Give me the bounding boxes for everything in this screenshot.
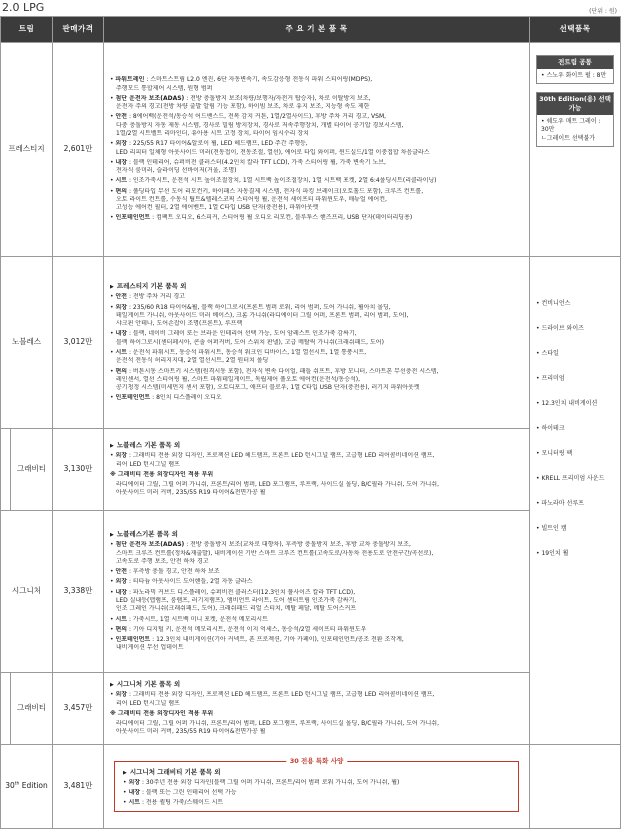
page-title: 2.0 LPG [2, 1, 45, 14]
feature-item: • 첨단 운전자 보조(ADAS) : 전방 충돌방지 보조(차량/보행자/자전거 탑승자), 차로 이탈방지 보조, 운전자 주의 경고(전방 차량 출발 알림 기능 포함), 하이빔 보조, 차로 유지 보조, 지능형 속도 제한 [110, 94, 371, 111]
feature-list [104, 257, 530, 429]
feature-item: • 외장 : 티타늄 아웃사이드 도어핸들, 2열 자동 글라스 [110, 578, 253, 586]
option-list [536, 291, 620, 566]
special-label: 30 전용 특화 사양 [286, 757, 348, 766]
row-noblesse [1, 257, 621, 429]
options-cell [530, 745, 621, 829]
feature-item: ※ 그래비티 전용 외장디자인 적용 부위 [110, 470, 214, 478]
option-item: • 파노라마 선루프 [536, 500, 584, 507]
feature-item: • 내장 : 파노라믹 커브드 디스플레이, 슈퍼비전 클러스터(12.3인치 풀사이즈 칼라 TFT LCD), LED 실내등(맵램프, 룸램프, 러기지램프), 앰비언트 라이트, 도어 센터트림 인조가죽 감싸기, 인조 그레인 가니쉬(크래쉬패드, 도어), 크래쉬패드 리얼 스티치, 메탈 페달, 메탈 도어스커프 [110, 588, 357, 613]
feature-item: • 내장 : 블랙 인테리어, 슈퍼비전 클러스터(4.2인치 칼라 TFT LCD), 가죽 스티어링 휠, 가죽 변속기 노브, 전자식 룸미러, 슬라이딩 선바이저(거울, 조명) [110, 158, 386, 175]
option-item: • 빌트인 캠 [536, 525, 567, 532]
feature-category: 안전 [115, 293, 128, 301]
feature-item: • 안전 : 전방 주차 거리 경고 [110, 293, 185, 301]
trim-price: 3,457만 [53, 673, 104, 745]
option-item: • 모니터링 팩 [536, 450, 573, 457]
feature-item: • 파워트레인 : 스마트스트림 L2.0 엔진, 6단 자동변속기, 속도감응형 전동식 파워 스티어링(MDPS), 주행모드 통합제어 시스템, 원형 범퍼 [110, 76, 373, 92]
feature-item: • 시트 : 운전석 파워시트, 동승석 파워시트, 동승석 워크인 디바이스, 1열 열선시트, 1열 통풍시트, 운전석 전동식 허리지지대, 2열 열선시트, 2열 원터치 폴딩 [110, 348, 367, 365]
feature-category: 시트 [128, 799, 141, 807]
feature-item: • 편의 : 풀딩타입 무선 도어 리모컨키, 하이패스 자동결제 시스템, 전자식 파킹 브레이크(오토홀드 포함), 크루즈 컨트롤, 오토 라이트 컨트롤, 수동식 틸트&텔레스코픽 스티어링 휠, 운전석 세이프티 파워윈도우, 매뉴얼 에어컨, 고성능 에어컨 필터, 2열 에어벤트, 1열 C타입 USB 단자(충전용), 파워아웃렛 [110, 187, 424, 212]
special-edition-box [114, 756, 519, 813]
box-title: 30th Edition(용) 선택가능 [537, 93, 613, 115]
trim-name: 노블레스 [1, 257, 53, 429]
feature-item: • 내장 : 블랙 또는 그린 인테리어 선택 가능 [123, 788, 237, 796]
color-option-box [536, 55, 614, 84]
feature-item: • 인포테인먼트 : 8인치 디스플레이 오디오 [110, 394, 222, 402]
feature-category: 내장 [115, 158, 128, 166]
feature-item: • 편의 : 기아 디지털 키, 운전석 메모리시트, 운전석 이지 억세스, 동승석/2열 세이프티 파워윈도우 [110, 625, 367, 633]
feature-category: 첨단 운전자 보조(ADAS) [115, 541, 185, 549]
row-30th-edition [1, 745, 621, 829]
feature-category: 편의 [115, 187, 128, 195]
section-heading: ▶ 시그니처 그래비티 기본 품목 외 [123, 768, 510, 777]
trim-name: 그래비티 [11, 429, 53, 511]
feature-category: 외장 [115, 140, 128, 148]
feature-category: 안전 [115, 568, 128, 576]
feature-cell [104, 745, 530, 829]
feature-item: • 인포테인먼트 : 컴팩트 오디오, 6스피커, 스티어링 휠 오디오 리모컨, 블루투스 핸즈프리, USB 단자(데이터리딩용) [110, 214, 413, 222]
feature-item: 라디에이터 그릴, 그릴 어퍼 가니쉬, 프론트/리어 범퍼, LED 포그램프, 루프랙, 사이드실 몰딩, B/C필라 가니쉬, 도어 가니쉬, 아웃사이드 미러 커버, 235/55 R19 타이어&전면가공 휠 [116, 481, 439, 497]
feature-list [123, 768, 510, 808]
feature-item: • 내장 : 블랙, 네이비 그레이 또는 브라운 인테리어 선택 가능, 도어 암레스트 인조가죽 감싸기, 블랙 하이그로시(센터페시아, 콘솔 어퍼커버, 도어 스위치 판넬), 고급 메탈릭 가니쉬(크래쉬패드, 도어) [110, 330, 384, 346]
header-trim: 트림 [1, 17, 53, 43]
options-cell [530, 43, 621, 257]
indent-cell [1, 673, 11, 745]
option-item: • KRELL 프리미엄 사운드 [536, 475, 605, 482]
feature-category: 외장 [128, 778, 141, 786]
feature-category: 외장 [115, 578, 128, 586]
feature-item: • 안전 : 후측방 충돌 경고, 안전 하차 보조 [110, 568, 220, 576]
feature-category: 시트 [115, 615, 128, 623]
option-item: • 스타일 [536, 350, 559, 357]
option-item: • 12.3인치 내비게이션 [536, 400, 598, 407]
header-price: 판매가격 [53, 17, 104, 43]
feature-item: ※ 그래비티 전용 외장디자인 적용 부위 [110, 709, 214, 717]
trim-name: 그래비티 [11, 673, 53, 745]
feature-item: • 외장 : 235/60 R18 타이어&휠, 블랙 하이그로시(프론트 범퍼 로워, 리어 범퍼, 도어 가니쉬, 휠아치 몰딩, 테일게이트 가니쉬, 아웃사이드 미러 베이스), 크롬 가니쉬(라디에이터 그릴 어퍼, 프론트 범퍼, 리어 범퍼, 도어), 샤크핀 안테나, 도어손잡이 조명(프론트), 루프랙 [110, 303, 409, 328]
feature-item: • 외장 : 225/55 R17 타이어&알로이 휠, LED 헤드램프, LED 주간 주행등, LED 리피터 일체형 아웃사이드 미러(전동접이, 전동조절, 열선), 에어로 타입 와이퍼, 윈드실드/1열 이중접합 차음글라스 [110, 140, 430, 156]
feature-category: 파워트레인 [115, 76, 145, 84]
price-table [0, 16, 621, 829]
feature-category: 외장 [115, 303, 128, 311]
feature-item: • 시트 : 전용 퀼팅 가죽/스웨이드 시트 [123, 799, 224, 807]
feature-item: • 외장 : 그래비티 전용 외장 디자인, 프로젝션 LED 헤드램프, 프론트 LED 턴시그널 램프, 고급형 LED 리어콤비네이션 램프, 리어 LED 턴시그널 램프 [110, 452, 435, 468]
section-heading: ▶ 프레스티지 기본 품목 외 [110, 282, 523, 291]
feature-item: 라디에이터 그릴, 그릴 어퍼 가니쉬, 프론트/리어 범퍼, LED 포그램프, 루프랙, 사이드실 몰딩, B/C필라 가니쉬, 도어 가니쉬, 아웃사이드 미러 커버, 235/55 R19 타이어&전면가공 휠 [116, 720, 439, 736]
box-line: • 스노우 화이트 펄 : 8만 [541, 71, 607, 79]
table-header [1, 17, 621, 43]
unit-label: (단위 : 원) [589, 8, 617, 15]
trim-name: 30th Edition [1, 745, 53, 829]
trim-price: 2,601만 [53, 43, 104, 257]
feature-item: • 외장 : 그래비티 전용 외장 디자인, 프로젝션 LED 헤드램프, 프론트 LED 턴시그널 램프, 고급형 LED 리어콤비네이션 램프, 리어 LED 턴시그널 램프 [110, 691, 435, 707]
feature-category: 인포테인먼트 [115, 394, 151, 402]
options-cell [530, 257, 621, 745]
feature-category: 외장 [115, 691, 128, 699]
trim-name: 시그니처 [1, 511, 53, 673]
feature-list [104, 511, 530, 673]
row-prestige [1, 43, 621, 257]
feature-item: • 인포테인먼트 : 12.3인치 내비게이션(기아 커넥트, 폰 프로젝션, 기아 카페이), 인포테인먼트/공조 전환 조작계, 내비게이션 무선 업데이트 [110, 636, 404, 652]
trim-price: 3,130만 [53, 429, 104, 511]
indent-cell [1, 429, 11, 511]
section-heading: ▶ 노블레스 기본 품목 외 [110, 441, 523, 450]
feature-item: • 첨단 운전자 보조(ADAS) : 전방 충돌방지 보조(교차로 대향차), 후측방 충돌방지 보조, 후방 교차 충돌방지 보조, 스마트 크루즈 컨트롤(정차&재출발), 내비게이션 기반 스마트 크루즈 컨트롤(고속도로/자동차 전용도로 안전구간/곡선로), 고속도로 주행 보조, 안전 하차 경고 [110, 541, 434, 565]
feature-category: 안전 [115, 113, 128, 121]
feature-category: 내장 [115, 588, 128, 596]
feature-category: 내장 [128, 788, 141, 796]
trim-price: 3,012만 [53, 257, 104, 429]
option-item: • 프리미엄 [536, 375, 565, 382]
box-title: 전트림 공통 [537, 56, 613, 69]
feature-category: 첨단 운전자 보조(ADAS) [115, 94, 185, 102]
box-line: • 쉐도우 매트 그레이 : 30만 [541, 118, 601, 134]
option-item: • 컨비니언스 [536, 300, 571, 307]
feature-category: 편의 [115, 367, 128, 375]
row-gravity [1, 429, 621, 511]
section-heading: ▶ 노블레스기본 품목 외 [110, 530, 523, 539]
feature-category: 편의 [115, 625, 128, 633]
section-heading: ▶ 시그니처 기본 품목 외 [110, 680, 523, 689]
feature-category: 내장 [115, 330, 128, 338]
feature-category: 시트 [115, 177, 128, 185]
trim-name: 프레스티지 [1, 43, 53, 257]
option-item: • 19인치 휠 [536, 550, 569, 557]
trim-price: 3,481만 [53, 745, 104, 829]
feature-item: • 시트 : 인조가죽시트, 운전석 시트 높이조절장치, 1열 시트백 높이조절장치, 1열 시트백 포켓, 2열 6:4폴딩시트(리클라이닝) [110, 177, 437, 185]
row-signature-gravity [1, 673, 621, 745]
feature-item: • 안전 : 8에어백(운전석/동승석 어드밴스드, 전복 감지 커튼, 1열/2열사이드), 후방 주차 거리 경고, VSM, 다중 충돌방지 자동 제동 시스템, 경사로 밀림 방지장치, 경사로 저속주행장치, 개별 타이어 공기압 경보시스템, 1열/2열 시트벨트 리마인더, 유아용 시트 고정 장치, 타이어 임시수리 장치 [110, 113, 404, 137]
feature-category: 시트 [115, 348, 128, 356]
edition-option-box [536, 92, 614, 147]
feature-list [104, 673, 530, 745]
feature-category: 인포테인먼트 [115, 214, 151, 222]
row-signature [1, 511, 621, 673]
feature-item: • 시트 : 가죽시트, 1열 시트백 미니 포켓, 운전석 메모리시트 [110, 615, 268, 623]
feature-list [104, 429, 530, 511]
feature-list [104, 43, 530, 257]
header-options: 선택품목 [530, 17, 621, 43]
box-line: ㄴ그레이트 선택불가 [541, 134, 596, 142]
feature-category: 인포테인먼트 [115, 636, 151, 644]
feature-item: • 편의 : 버튼시동 스마트키 시스템(원격시동 포함), 전자식 변속 다이얼, 패들 쉬프트, 후방 모니터, 스마트폰 무선충전 시스템, 레인센서, 열선 스티어링 휠, 스마트 파워테일게이트, 독립제어 풀오토 에어컨(운전석/동승석), 공기청정 시스템(미세먼지 센서 포함), 오토디포그, 애프터 블로우, 1열 C타입 USB 단자(충전용), 러기지 파워아웃렛 [110, 367, 439, 392]
header-features: 주 요 기 본 품 목 [104, 17, 530, 43]
feature-item: • 외장 : 30주년 전용 외장 디자인(블랙 그릴 어퍼 가니쉬, 프론트/리어 범퍼 로워 가니쉬, 도어 가니쉬, 휠) [123, 778, 400, 786]
option-item: • 하이테크 [536, 425, 565, 432]
trim-price: 3,338만 [53, 511, 104, 673]
feature-category: 외장 [115, 452, 128, 460]
option-item: • 드라이브 와이즈 [536, 325, 584, 332]
